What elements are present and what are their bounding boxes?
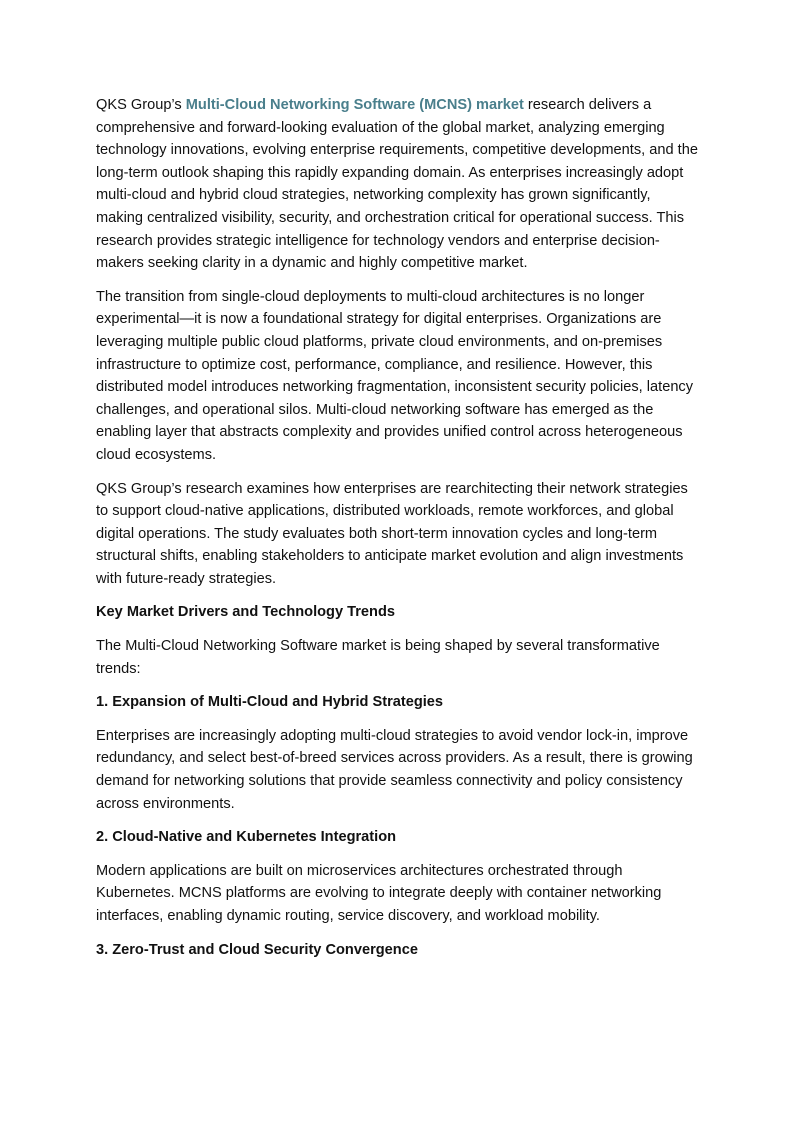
mcns-market-link[interactable]: Multi-Cloud Networking Software (MCNS) market: [185, 97, 524, 113]
intro-prefix: QKS Group’s: [96, 97, 186, 113]
document-body: [96, 94, 701, 972]
trend-1-title: 1. Expansion of Multi-Cloud and Hybrid Strategies: [96, 694, 444, 711]
paragraph-multi-cloud-transition: The transition from single-cloud deployments to multi-cloud architectures is no longer experimental—it is now a foundational strategy for digital enterprises. Organizations are leveraging multiple public cloud platforms, private cloud environments, and on-premises infrastructure to optimize cost, performance, compliance, and resilience. However, this distributed model introduces networking fragmentation, inconsistent security policies, latency challenges, and operational silos. Multi-cloud networking software has emerged as the enabling layer that abstracts complexity and provides unified control across heterogeneous cloud ecosystems.: [96, 288, 694, 463]
trend-3-title: 3. Zero-Trust and Cloud Security Convergence: [96, 941, 418, 958]
intro-suffix: research delivers a comprehensive and forward-looking evaluation of the global market, analyzing emerging technology innovations, evolving enterprise requirements, competitive developments, and the long-term outlook shaping this rapidly expanding domain. As enterprises increasingly adopt multi-cloud and hybrid cloud strategies, networking complexity has grown significantly, making centralized visibility, security, and orchestration critical for operational success. This research provides strategic intelligence for technology vendors and enterprise decision-makers seeking clarity in a dynamic and highly competitive market.: [96, 97, 698, 272]
section-heading: Key Market Drivers and Technology Trends: [96, 604, 395, 621]
trend-2-title: 2. Cloud-Native and Kubernetes Integration: [96, 829, 397, 846]
paragraph-research-scope: QKS Group’s research examines how enterprises are rearchitecting their network strategies to support cloud-native applications, distributed workloads, remote workforces, and global digital operations. The study evaluates both short-term innovation cycles and long-term structural shifts, enabling stakeholders to anticipate market evolution and align investments with future-ready strategies.: [96, 480, 688, 587]
trend-1-body: Enterprises are increasingly adopting multi-cloud strategies to avoid vendor lock-in, improve redundancy, and select best-of-breed services across providers. As a result, there is growing demand for networking solutions that provide seamless connectivity and policy consistency across environments.: [96, 727, 693, 812]
trend-2-body: Modern applications are built on microservices architectures orchestrated through Kubernetes. MCNS platforms are evolving to integrate deeply with container networking interfaces, enabling dynamic routing, service discovery, and workload mobility.: [96, 862, 662, 924]
intro-paragraph: [96, 94, 701, 275]
section-intro: The Multi-Cloud Networking Software market is being shaped by several transformative trends:: [96, 638, 660, 677]
